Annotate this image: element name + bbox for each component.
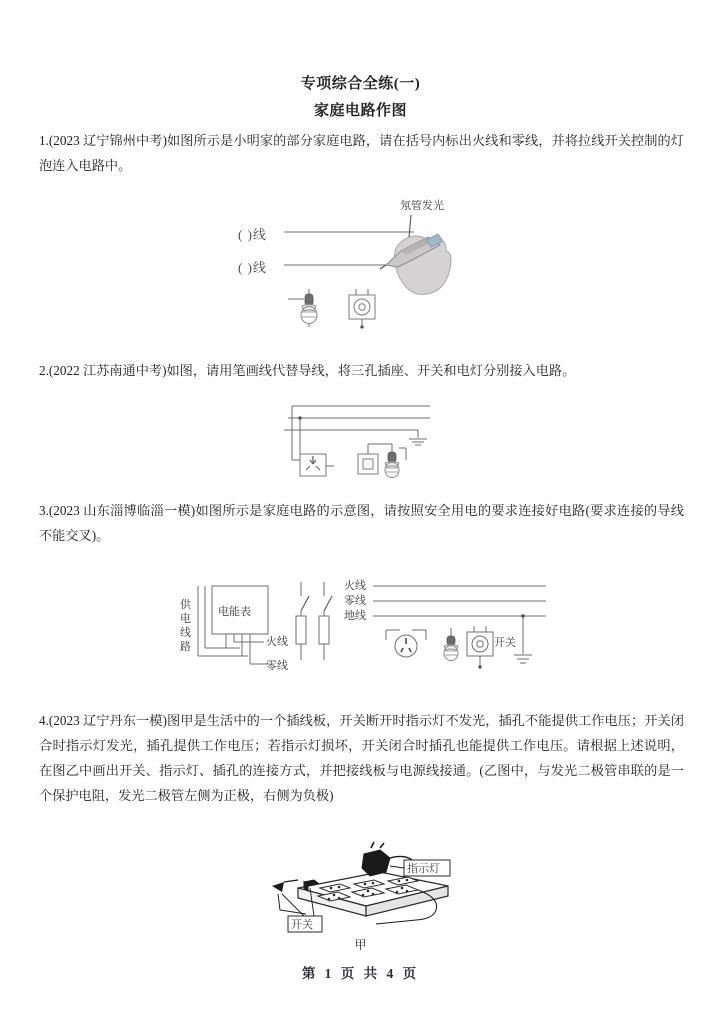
figure3-supply-label-c4: 路	[180, 641, 191, 653]
figure1-neon-label: 氖管发光	[400, 200, 444, 212]
page-footer: 第 1 页 共 4 页	[301, 966, 420, 981]
page-title: 专项综合全练(一)	[300, 76, 421, 92]
question-2-text: 2.(2022 江苏南通中考)如图，请用笔画线代替导线，将三孔插座、开关和电灯分别接入电路。	[39, 363, 576, 378]
switch-icon	[358, 444, 392, 474]
question-1-figure	[228, 193, 493, 328]
figure3-supply-label-c3: 线	[180, 627, 191, 639]
pull-switch-lamp-icon	[288, 289, 317, 327]
figure3-supply-label-c2: 电	[180, 613, 191, 625]
energy-meter-icon	[212, 586, 268, 664]
figure4-caption: 甲	[354, 938, 367, 952]
figure3-circuit	[168, 568, 558, 683]
figure3-lamp-icon	[444, 628, 458, 661]
figure4-power-strip	[258, 842, 463, 942]
question-3-figure	[168, 568, 558, 683]
question-4-text: 4.(2023 辽宁丹东一模)图甲是生活中的一个插线板，开关断开时指示灯不发光，插孔不能提供工作电压；开关闭合时指示灯发光，插孔提供工作电压；若指示灯损坏，开关闭合时插孔也能提供工作电压。请根据上述说明，在图乙中画出开关、指示灯、插孔的连接方式，并把接线板与电源线接通。(乙图中，与发光二极管串联的是一个保护电阻，发光二极管左侧为正极，右侧为负极)	[39, 713, 684, 803]
figure3-supply-label-c1: 供	[180, 599, 191, 611]
question-1-text: 1.(2023 辽宁锦州中考)如图所示是小明家的部分家庭电路，请在括号内标出火线和零线，并将拉线开关控制的灯泡连入电路中。	[39, 133, 684, 173]
question-3-text: 3.(2023 山东淄博临淄一模)如图所示是家庭电路的示意图，请按照安全用电的要求连接好电路(要求连接的导线不能交叉)。	[39, 503, 684, 543]
figure3-neutral-right-label: 零线	[344, 595, 366, 607]
figure1-neutral-label: ( )线	[238, 260, 267, 275]
figure3-switch-socket-icon	[467, 626, 516, 669]
earth-symbol-icon	[409, 430, 427, 445]
figure3-neutral-left-label: 零线	[266, 660, 288, 672]
figure3-switch-label: 开关	[494, 637, 516, 649]
lamp-icon	[385, 444, 406, 478]
fuse-switch-1-icon	[296, 582, 309, 660]
figure3-earth-symbol-icon	[514, 614, 532, 663]
three-hole-socket-icon	[292, 454, 334, 476]
figure3-meter-label: 电能表	[218, 606, 251, 618]
figure3-earth-right-label: 地线	[344, 610, 366, 622]
figure1-live-label: ( )线	[238, 227, 267, 242]
figure4-switch-label: 开关	[291, 919, 313, 931]
figure3-live-right-label: 火线	[344, 580, 366, 592]
figure1-circuit	[228, 193, 493, 328]
fuse-switch-2-icon	[319, 582, 332, 660]
wall-socket-icon	[349, 289, 375, 329]
indicator-light-callout	[390, 860, 450, 876]
figure4-indicator-label: 指示灯	[407, 863, 440, 875]
figure2-circuit	[278, 398, 458, 480]
figure3-three-hole-socket-icon	[386, 630, 426, 657]
question-2-figure	[278, 398, 458, 480]
page-subtitle: 家庭电路作图	[313, 103, 407, 119]
question-4-figure	[258, 842, 463, 952]
figure3-live-left-label: 火线	[266, 636, 288, 648]
